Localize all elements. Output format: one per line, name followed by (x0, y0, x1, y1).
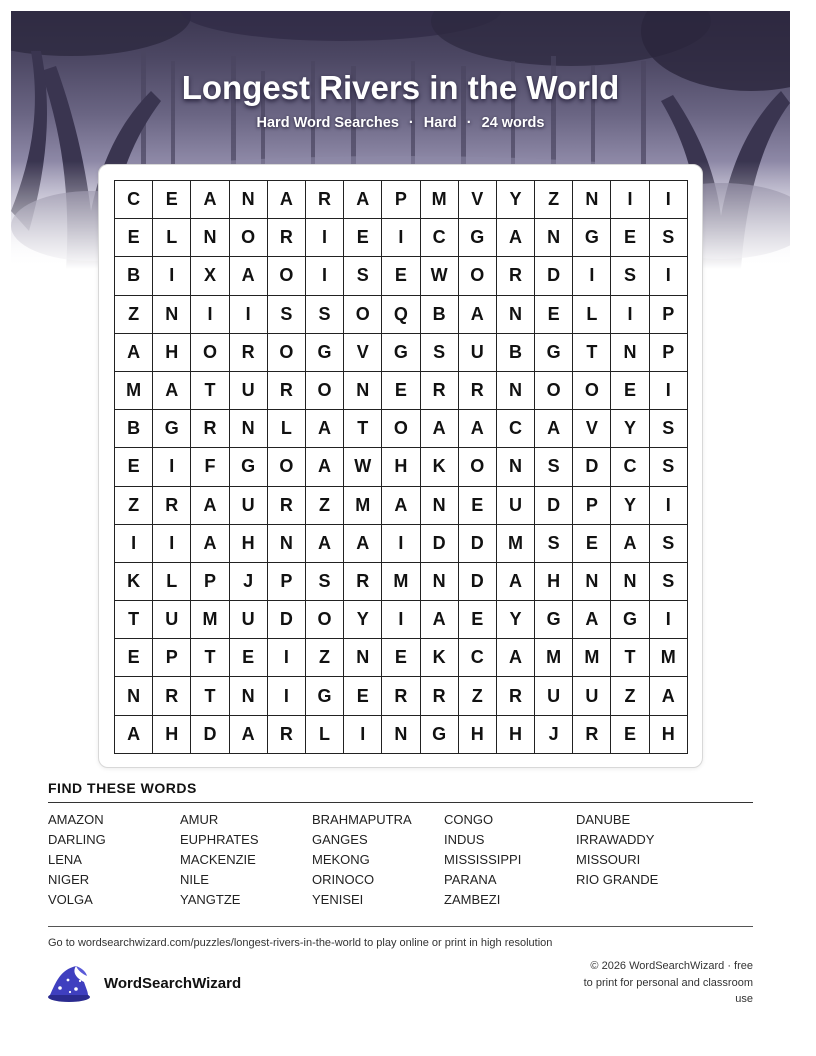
grid-cell[interactable]: R (153, 487, 191, 525)
grid-cell[interactable]: Z (115, 296, 153, 334)
grid-cell[interactable]: Z (306, 639, 344, 677)
grid-cell[interactable]: I (344, 716, 382, 754)
grid-cell[interactable]: G (611, 601, 649, 639)
word-item: MISSISSIPPI (444, 852, 522, 867)
grid-cell[interactable]: E (344, 677, 382, 715)
grid-cell[interactable]: N (230, 181, 268, 219)
grid-cell[interactable]: O (382, 410, 420, 448)
grid-cell[interactable]: O (268, 448, 306, 486)
grid-cell[interactable]: S (650, 219, 688, 257)
word-item: LENA (48, 852, 82, 867)
grid-cell[interactable]: I (611, 296, 649, 334)
grid-cell[interactable]: U (459, 334, 497, 372)
grid-cell[interactable]: M (573, 639, 611, 677)
grid-cell[interactable]: E (382, 257, 420, 295)
grid-cell[interactable]: W (344, 448, 382, 486)
grid-cell[interactable]: R (382, 677, 420, 715)
grid-cell[interactable]: T (115, 601, 153, 639)
grid-cell[interactable]: V (459, 181, 497, 219)
grid-cell[interactable]: B (497, 334, 535, 372)
grid-cell[interactable]: N (153, 296, 191, 334)
grid-cell[interactable]: R (268, 487, 306, 525)
grid-cell[interactable]: L (306, 716, 344, 754)
grid-cell[interactable]: K (115, 563, 153, 601)
grid-cell[interactable]: I (650, 257, 688, 295)
puzzle-card (98, 164, 703, 768)
grid-cell[interactable]: R (268, 219, 306, 257)
word-item: MEKONG (312, 852, 370, 867)
grid-cell[interactable]: I (153, 448, 191, 486)
grid-cell[interactable]: G (306, 334, 344, 372)
grid-cell[interactable]: B (421, 296, 459, 334)
grid-cell[interactable]: U (230, 487, 268, 525)
word-item: AMAZON (48, 812, 104, 827)
grid-cell[interactable]: A (421, 410, 459, 448)
grid-cell[interactable]: N (115, 677, 153, 715)
grid-cell[interactable]: E (611, 716, 649, 754)
grid-cell[interactable]: Q (382, 296, 420, 334)
grid-cell[interactable]: I (611, 181, 649, 219)
grid-cell[interactable]: T (573, 334, 611, 372)
grid-cell[interactable]: H (153, 716, 191, 754)
grid-cell[interactable]: L (268, 410, 306, 448)
grid-cell[interactable]: J (230, 563, 268, 601)
grid-cell[interactable]: D (191, 716, 229, 754)
grid-cell[interactable]: I (382, 525, 420, 563)
grid-cell[interactable]: I (650, 372, 688, 410)
puzzle-meta (11, 115, 790, 131)
grid-cell[interactable]: M (497, 525, 535, 563)
grid-cell[interactable]: O (344, 296, 382, 334)
word-bank-heading: FIND THESE WORDS (48, 780, 753, 803)
grid-cell[interactable]: R (230, 334, 268, 372)
grid-cell[interactable]: N (344, 372, 382, 410)
grid-cell[interactable]: I (268, 677, 306, 715)
grid-cell[interactable]: S (611, 257, 649, 295)
grid-cell[interactable]: Y (497, 601, 535, 639)
grid-cell[interactable]: F (191, 448, 229, 486)
grid-cell[interactable]: B (115, 257, 153, 295)
grid-cell[interactable]: S (650, 563, 688, 601)
collection-link[interactable]: Hard Word Searches (256, 115, 399, 131)
grid-cell[interactable]: A (115, 334, 153, 372)
grid-cell[interactable]: Z (535, 181, 573, 219)
grid-cell[interactable]: I (650, 487, 688, 525)
grid-cell[interactable]: Z (611, 677, 649, 715)
grid-cell[interactable]: C (497, 410, 535, 448)
grid-cell[interactable]: I (382, 219, 420, 257)
word-item: CONGO (444, 812, 494, 827)
grid-cell[interactable]: G (573, 219, 611, 257)
grid-cell[interactable]: V (344, 334, 382, 372)
grid-cell[interactable]: N (573, 563, 611, 601)
grid-cell[interactable]: A (191, 181, 229, 219)
grid-cell[interactable]: L (573, 296, 611, 334)
word-item: MACKENZIE (180, 852, 256, 867)
grid-cell[interactable]: N (421, 563, 459, 601)
grid-cell[interactable]: U (573, 677, 611, 715)
grid-cell[interactable]: A (611, 525, 649, 563)
grid-cell[interactable]: D (459, 563, 497, 601)
grid-cell[interactable]: A (306, 448, 344, 486)
grid-cell[interactable]: N (535, 219, 573, 257)
brand[interactable] (46, 962, 241, 1004)
word-item: NILE (180, 872, 209, 887)
grid-cell[interactable]: A (230, 716, 268, 754)
grid-cell[interactable]: O (459, 448, 497, 486)
grid-cell[interactable]: E (115, 448, 153, 486)
word-item: IRRAWADDY (576, 832, 655, 847)
grid-cell[interactable]: A (497, 639, 535, 677)
grid-cell[interactable]: T (191, 639, 229, 677)
grid-cell[interactable]: R (459, 372, 497, 410)
word-item: AMUR (180, 812, 219, 827)
grid-cell[interactable]: R (268, 716, 306, 754)
grid-cell[interactable]: B (115, 410, 153, 448)
word-item: DARLING (48, 832, 106, 847)
grid-cell[interactable]: I (650, 181, 688, 219)
grid-cell[interactable]: A (650, 677, 688, 715)
footer-divider (48, 926, 753, 927)
word-item: YANGTZE (180, 892, 241, 907)
grid-cell[interactable]: O (268, 334, 306, 372)
grid-cell[interactable]: O (306, 601, 344, 639)
grid-cell[interactable]: U (497, 487, 535, 525)
word-count-label: 24 words (481, 115, 545, 131)
grid-cell[interactable]: U (153, 601, 191, 639)
grid-cell[interactable]: A (115, 716, 153, 754)
grid-cell[interactable]: O (459, 257, 497, 295)
grid-cell[interactable]: P (650, 334, 688, 372)
word-item: ORINOCO (312, 872, 375, 887)
grid-cell[interactable]: D (573, 448, 611, 486)
word-item: ZAMBEZI (444, 892, 501, 907)
grid-cell[interactable]: S (535, 525, 573, 563)
grid-cell[interactable]: E (459, 601, 497, 639)
grid-cell[interactable]: P (382, 181, 420, 219)
grid-cell[interactable]: N (611, 563, 649, 601)
grid-cell[interactable]: W (421, 257, 459, 295)
grid-cell[interactable]: R (153, 677, 191, 715)
grid-cell[interactable]: E (115, 639, 153, 677)
grid-cell[interactable]: N (497, 448, 535, 486)
grid-cell[interactable]: A (306, 410, 344, 448)
letter-grid[interactable] (114, 180, 688, 754)
grid-cell[interactable]: E (611, 372, 649, 410)
grid-cell[interactable]: S (650, 448, 688, 486)
footer-link-text[interactable]: Go to wordsearchwizard.com/puzzles/longest-rivers-in-the-world to play online or print in high resolution (48, 937, 553, 949)
grid-cell[interactable]: J (535, 716, 573, 754)
grid-cell[interactable]: R (497, 257, 535, 295)
grid-cell[interactable]: R (497, 677, 535, 715)
grid-cell[interactable]: D (535, 487, 573, 525)
grid-cell[interactable]: A (191, 525, 229, 563)
grid-cell[interactable]: R (344, 563, 382, 601)
grid-cell[interactable]: E (344, 219, 382, 257)
difficulty-label: Hard (423, 115, 457, 131)
grid-cell[interactable]: T (191, 372, 229, 410)
grid-cell[interactable]: T (191, 677, 229, 715)
grid-cell[interactable]: P (573, 487, 611, 525)
grid-cell[interactable]: R (421, 677, 459, 715)
grid-cell[interactable]: S (421, 334, 459, 372)
grid-cell[interactable]: N (191, 219, 229, 257)
grid-cell[interactable]: I (191, 296, 229, 334)
grid-cell[interactable]: S (650, 525, 688, 563)
grid-cell[interactable]: E (382, 372, 420, 410)
grid-cell[interactable]: G (382, 334, 420, 372)
grid-cell[interactable]: U (230, 601, 268, 639)
grid-cell[interactable]: N (382, 716, 420, 754)
word-item: PARANA (444, 872, 497, 887)
grid-cell[interactable]: S (344, 257, 382, 295)
grid-cell[interactable]: C (421, 219, 459, 257)
grid-cell[interactable]: N (230, 410, 268, 448)
grid-cell[interactable]: R (421, 372, 459, 410)
word-item: NIGER (48, 872, 90, 887)
grid-cell[interactable]: E (573, 525, 611, 563)
copyright-text: © 2026 WordSearchWizard · free to print for personal and classroom use (583, 960, 753, 1005)
grid-cell[interactable]: A (459, 410, 497, 448)
grid-cell[interactable]: N (230, 677, 268, 715)
grid-cell[interactable]: S (268, 296, 306, 334)
grid-cell[interactable]: P (650, 296, 688, 334)
wizard-hat-icon (46, 962, 92, 1004)
grid-cell[interactable]: A (153, 372, 191, 410)
brand-name: WordSearchWizard (104, 974, 242, 992)
grid-cell[interactable]: A (535, 410, 573, 448)
word-item: INDUS (444, 832, 485, 847)
grid-cell[interactable]: Y (611, 487, 649, 525)
grid-cell[interactable]: N (573, 181, 611, 219)
grid-cell[interactable]: C (611, 448, 649, 486)
grid-cell[interactable]: M (344, 487, 382, 525)
grid-cell[interactable]: P (191, 563, 229, 601)
grid-cell[interactable]: H (650, 716, 688, 754)
grid-cell[interactable]: R (573, 716, 611, 754)
grid-cell[interactable]: H (459, 716, 497, 754)
grid-cell[interactable]: T (344, 410, 382, 448)
grid-cell[interactable]: Y (344, 601, 382, 639)
word-item: EUPHRATES (180, 832, 259, 847)
word-item: GANGES (312, 832, 368, 847)
grid-cell[interactable]: H (535, 563, 573, 601)
grid-cell[interactable]: G (153, 410, 191, 448)
grid-cell[interactable]: D (459, 525, 497, 563)
grid-cell[interactable]: X (191, 257, 229, 295)
word-item: VOLGA (48, 892, 93, 907)
grid-cell[interactable]: A (344, 525, 382, 563)
grid-cell[interactable]: A (344, 181, 382, 219)
grid-cell[interactable]: M (535, 639, 573, 677)
grid-cell[interactable]: I (650, 601, 688, 639)
grid-cell[interactable]: N (421, 487, 459, 525)
grid-cell[interactable]: M (650, 639, 688, 677)
grid-cell[interactable]: A (306, 525, 344, 563)
grid-cell[interactable]: E (153, 181, 191, 219)
grid-cell[interactable]: O (535, 372, 573, 410)
grid-cell[interactable]: A (497, 219, 535, 257)
grid-cell[interactable]: S (306, 563, 344, 601)
grid-cell[interactable]: I (382, 601, 420, 639)
grid-cell[interactable]: M (382, 563, 420, 601)
grid-cell[interactable]: O (191, 334, 229, 372)
grid-cell[interactable]: I (153, 257, 191, 295)
word-item: DANUBE (576, 812, 631, 827)
grid-cell[interactable]: N (344, 639, 382, 677)
grid-cell[interactable]: U (230, 372, 268, 410)
grid-cell[interactable]: I (573, 257, 611, 295)
grid-cell[interactable]: T (611, 639, 649, 677)
grid-cell[interactable]: G (306, 677, 344, 715)
meta-separator: · (466, 115, 472, 131)
grid-cell[interactable]: M (421, 181, 459, 219)
grid-cell[interactable]: O (573, 372, 611, 410)
grid-cell[interactable]: C (459, 639, 497, 677)
grid-cell[interactable]: G (535, 601, 573, 639)
grid-cell[interactable]: E (382, 639, 420, 677)
grid-cell[interactable]: K (421, 448, 459, 486)
grid-cell[interactable]: D (535, 257, 573, 295)
grid-cell[interactable]: N (497, 372, 535, 410)
grid-cell[interactable]: A (497, 563, 535, 601)
grid-cell[interactable]: Y (497, 181, 535, 219)
grid-cell[interactable]: S (535, 448, 573, 486)
grid-cell[interactable]: V (573, 410, 611, 448)
puzzle-title: Longest Rivers in the World (181, 69, 620, 106)
grid-cell[interactable]: G (421, 716, 459, 754)
word-item: RIO GRANDE (576, 872, 659, 887)
grid-cell[interactable]: I (306, 257, 344, 295)
grid-cell[interactable]: M (115, 372, 153, 410)
grid-cell[interactable]: Z (306, 487, 344, 525)
grid-cell[interactable]: E (230, 639, 268, 677)
grid-cell[interactable]: A (573, 601, 611, 639)
grid-cell[interactable]: O (306, 372, 344, 410)
grid-cell[interactable]: D (268, 601, 306, 639)
grid-cell[interactable]: E (115, 219, 153, 257)
grid-cell[interactable]: P (153, 639, 191, 677)
grid-cell[interactable]: N (268, 525, 306, 563)
grid-cell[interactable]: R (268, 372, 306, 410)
grid-cell[interactable]: G (230, 448, 268, 486)
grid-cell[interactable]: H (230, 525, 268, 563)
grid-cell[interactable]: P (268, 563, 306, 601)
word-item: YENISEI (312, 892, 364, 907)
grid-cell[interactable]: A (268, 181, 306, 219)
grid-cell[interactable]: A (421, 601, 459, 639)
grid-cell[interactable]: H (497, 716, 535, 754)
grid-cell[interactable]: N (497, 296, 535, 334)
grid-cell[interactable]: A (191, 487, 229, 525)
grid-cell[interactable]: Z (459, 677, 497, 715)
grid-cell[interactable]: U (535, 677, 573, 715)
grid-cell[interactable]: G (459, 219, 497, 257)
grid-cell[interactable]: L (153, 563, 191, 601)
grid-cell[interactable]: R (191, 410, 229, 448)
grid-cell[interactable]: O (230, 219, 268, 257)
grid-cell[interactable]: H (382, 448, 420, 486)
grid-cell[interactable]: Z (115, 487, 153, 525)
grid-cell[interactable]: A (459, 296, 497, 334)
grid-cell[interactable]: N (611, 334, 649, 372)
grid-cell[interactable]: Y (611, 410, 649, 448)
grid-cell[interactable]: I (230, 296, 268, 334)
grid-cell[interactable]: S (306, 296, 344, 334)
grid-cell[interactable]: E (459, 487, 497, 525)
word-item: BRAHMAPUTRA (312, 812, 412, 827)
grid-cell[interactable]: L (153, 219, 191, 257)
grid-cell[interactable]: E (535, 296, 573, 334)
grid-cell[interactable]: K (421, 639, 459, 677)
grid-cell[interactable]: G (535, 334, 573, 372)
word-item: MISSOURI (576, 852, 641, 867)
grid-cell[interactable]: I (115, 525, 153, 563)
grid-cell[interactable]: O (268, 257, 306, 295)
grid-cell[interactable]: C (115, 181, 153, 219)
grid-cell[interactable]: H (153, 334, 191, 372)
meta-separator: · (408, 115, 414, 131)
grid-cell[interactable]: M (191, 601, 229, 639)
grid-cell[interactable]: S (650, 410, 688, 448)
grid-cell[interactable]: I (153, 525, 191, 563)
grid-cell[interactable]: D (421, 525, 459, 563)
grid-cell[interactable]: I (306, 219, 344, 257)
grid-cell[interactable]: A (230, 257, 268, 295)
grid-cell[interactable]: R (306, 181, 344, 219)
word-bank (48, 780, 753, 912)
grid-cell[interactable]: E (611, 219, 649, 257)
grid-cell[interactable]: I (268, 639, 306, 677)
grid-cell[interactable]: A (382, 487, 420, 525)
word-list (48, 812, 753, 912)
